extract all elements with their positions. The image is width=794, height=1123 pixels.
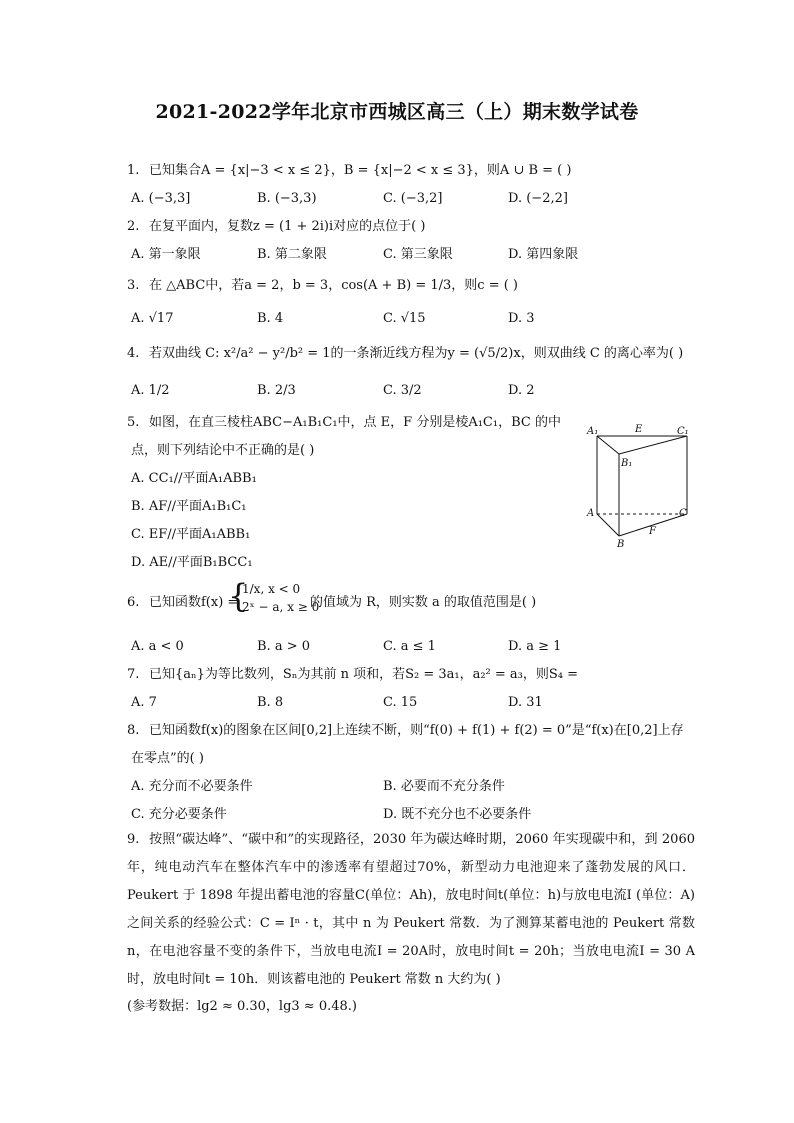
label-f: F [649,526,656,537]
option-a: A. 7 [131,695,157,710]
question-stem: 已知集合A = {x|−3 < x ≤ 2}，B = {x|−2 < x ≤ 3}，则A ∪ B = ( ) [149,163,572,178]
question-stem: 在复平面内，复数z = (1 + 2i)i对应的点位于( ) [149,219,426,234]
option-b: B. (−3,3) [257,191,317,206]
option-c: C. EF//平面A₁ABB₁ [131,527,251,542]
question-stem-continued: 点，则下列结论中不正确的是( ) [131,443,315,458]
question-number: 2. [127,219,140,234]
option-c: C. 15 [383,695,418,710]
option-a: A. CC₁//平面A₁ABB₁ [131,471,257,486]
question-stem-suffix: 的值域为 R，则实数 a 的取值范围是( ) [310,595,537,610]
option-b: B. 第二象限 [257,247,327,262]
option-c: C. √15 [383,311,426,326]
question-number: 5. [127,415,140,430]
option-b: B. 2/3 [257,383,296,398]
question-number: 4. [127,346,140,361]
question-number: 8. [127,723,140,738]
question-stem: 已知函数f(x)的图象在区间[0,2]上连续不断，则“f(0) + f(1) + f(2) = 0”是“f(x)在[0,2]上存 [149,723,684,738]
option-a: A. a < 0 [131,639,184,654]
question-stem: 若双曲线 C: x²/a² − y²/b² = 1的一条渐近线方程为y = (√5/2)x，则双曲线 C 的离心率为( ) [149,346,684,361]
question-stem: 按照“碳达峰”、“碳中和”的实现路径，2030 年为碳达峰时期，2060 年实现碳中和，到 2060 年，纯电动汽车在整体汽车中的渗透率有望超过70%，新型动力电池迎来了蓬勃发展的风口．Peukert 于 1898 年提出蓄电池的容量C(单位：Ah)，放电时间t(单位：h)与放电电流I (单位：A)之间关系的经验公式：C = Iⁿ · t，其中 n 为 Peukert 常数．为了测算某蓄电池的 Peukert 常数 n，在电池容量不变的条件下，当放电电流I = 20A时，放电时间t = 20h；当放电电流I = 30 A时，放电时间t = 10h．则该蓄电池的 Peukert 常数 n 大约为( ) [127,832,695,987]
option-a: A. 1/2 [131,383,170,398]
question-number: 1. [127,163,140,178]
question-6 [127,594,238,612]
option-a: A. 第一象限 [131,247,201,262]
exam-page: 2021-2022学年北京市西城区高三（上）期末数学试卷 1. 已知集合A = {x|−3 < x ≤ 2}，B = {x|−2 < x ≤ 3}，则A ∪ B = ( ) A. (−3,3] B. (−3,3) C. (−3,2] D. (−2,2] 2. 在复平面内，复数z = (1 + 2i)i对应的点位于( ) A. 第一象限 B. 第二象限 C. 第三象限 D. 第四象限 3. 在 △ABC中，若a = 2，b = 3，cos(A + B) = 1/3，则c = ( ) A. √17 B. 4 C. √15 D. 3 4. 若双曲线 C: x²/a² − y²/b² = 1的一条渐近线方程为y = (√5/2)x，则双曲线 C 的离心率为( ) A. 1/2 B. 2/3 C. 3/2 D. 2 5. 如图，在直三棱柱ABC−A₁B₁C₁中，点 E，F 分别是棱A₁C₁，BC 的中 点，则下列结论中不正确的是( ) A. CC₁//平面A₁ABB₁ B. AF//平面A₁B₁C₁ C. EF//平面A₁ABB₁ D. AE//平面B₁BCC₁ A₁ E C₁ B₁ A C B F 6. 已知函数f(x) = { 1/x, x < 0 2ˣ − a, x ≥ 0 的值域为 R，则实数 a 的取值范围是( ) A. a < 0 B. a > 0 C. a ≤ 1 D. a ≥ 1 7. 已知{aₙ}为等比数列，Sₙ为其前 n 项和，若S₂ = 3a₁，a₂² = a₃，则S₄ = A. 7 B. 8 C. 15 D. 31 8. 已知函数f(x)的图象在区间[0,2]上连续不断，则“f(0) + f(1) + f(2) = 0”是“f(x)在[0,2]上存 在零点”的( ) A. 充分而不必要条件 B. 必要而不充分条件 C. 充分必要条件 D. 既不充分也不必要条件 9. 按照“碳达峰”、“碳中和”的实现路径，2030 年为碳达峰时期，2060 年实现碳中和，到 2060 年，纯电动汽车在整体汽车中的渗透率有望超过70%，新型动力电池迎来了蓬勃发展的风口．Peukert 于 1898 年提出蓄电池的容量C(单位：Ah)，放电时间t(单位：h)与放电电流I (单位：A)之间关系的经验公式：C = Iⁿ · t，其中 n 为 Peukert 常数．为了测算某蓄电池的 Peukert 常数 n，在电池容量不变的条件下，当放电电流I = 20A时，放电时间t = 20h；当放电电流I = 30 A时，放电时间t = 10h．则该蓄电池的 Peukert 常数 n 大约为( ) (参考数据：lg2 ≈ 0.30，lg3 ≈ 0.48.) [0,0,794,1123]
label-a1: A₁ [587,426,599,437]
question-8 [127,722,684,740]
label-c: C [679,508,687,519]
page-title: 2021-2022学年北京市西城区高三（上）期末数学试卷 [155,101,639,123]
option-d: D. 既不充分也不必要条件 [383,807,532,822]
option-b: B. 4 [257,311,284,326]
question-stem: 如图，在直三棱柱ABC−A₁B₁C₁中，点 E，F 分别是棱A₁C₁，BC 的中 [149,415,561,430]
question-7 [127,666,578,684]
option-c: C. 第三象限 [383,247,453,262]
option-c: C. 3/2 [383,383,422,398]
option-c: C. (−3,2] [383,191,443,206]
question-number: 3. [127,278,140,293]
option-c: C. a ≤ 1 [383,639,436,654]
option-d: D. 31 [508,695,543,710]
option-b: B. AF//平面A₁B₁C₁ [131,499,247,514]
question-4 [127,345,683,363]
question-number: 7. [127,667,140,682]
question-stem-prefix: 已知函数f(x) = [149,595,239,610]
option-d: D. 3 [508,311,535,326]
question-3 [127,277,518,295]
question-1 [127,162,571,180]
option-b: B. 8 [257,695,284,710]
option-d: D. 2 [508,383,535,398]
option-b: B. 必要而不充分条件 [383,779,505,794]
question-number: 9. [127,832,140,847]
option-a: A. √17 [131,311,174,326]
label-a: A [587,508,595,519]
option-a: A. (−3,3] [131,191,191,206]
question-9 [127,826,695,994]
question-5 [127,414,561,432]
option-d: D. a ≥ 1 [508,639,562,654]
label-e: E [635,424,643,435]
question-2 [127,218,425,236]
reference-data: (参考数据：lg2 ≈ 0.30，lg3 ≈ 0.48.) [127,999,357,1014]
label-b: B [617,539,625,550]
prism-figure [583,422,695,550]
option-a: A. 充分而不必要条件 [131,779,253,794]
label-b1: B₁ [621,458,633,469]
piece-1: 1/x, x < 0 [242,582,301,596]
question-stem: 已知{aₙ}为等比数列，Sₙ为其前 n 项和，若S₂ = 3a₁，a₂² = a₃，则S₄ = [149,667,579,682]
question-stem: 在 △ABC中，若a = 2，b = 3，cos(A + B) = 1/3，则c = ( ) [149,278,519,293]
label-c1: C₁ [677,426,689,437]
option-c: C. 充分必要条件 [131,807,227,822]
option-d: D. (−2,2] [508,191,568,206]
option-b: B. a > 0 [257,639,310,654]
piece-2: 2ˣ − a, x ≥ 0 [242,600,320,614]
question-number: 6. [127,595,140,610]
question-stem-continued: 在零点”的( ) [131,751,204,766]
option-d: D. 第四象限 [508,247,579,262]
option-d: D. AE//平面B₁BCC₁ [131,555,253,570]
